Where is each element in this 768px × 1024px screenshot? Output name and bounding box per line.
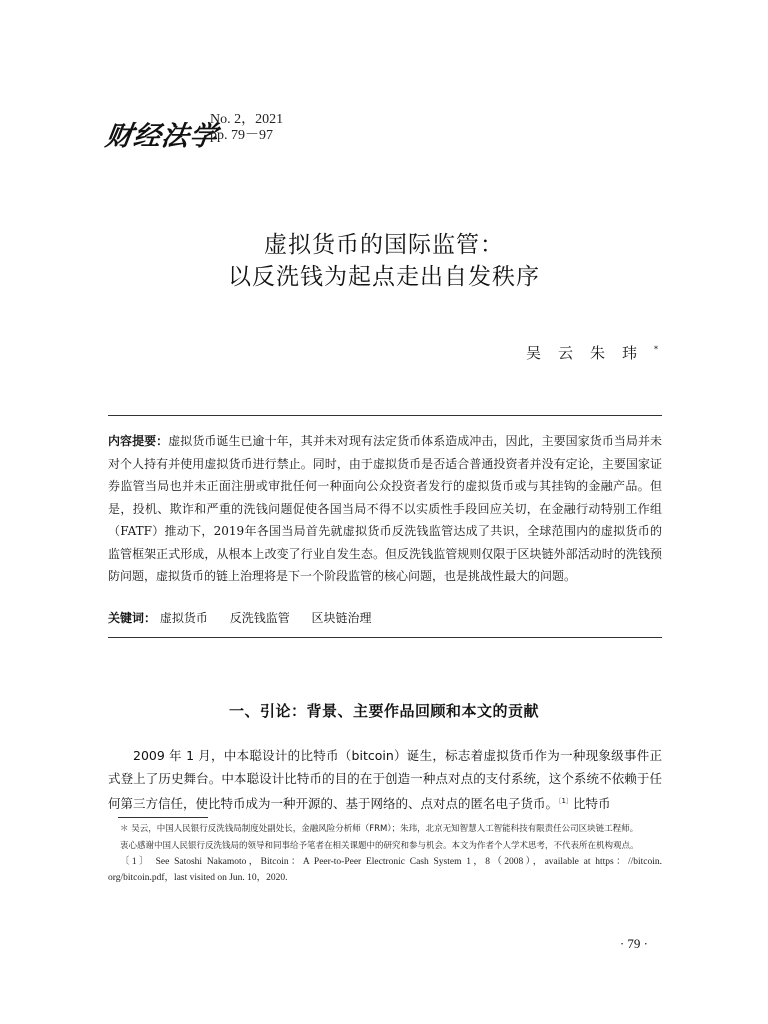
footnotes [108, 822, 662, 887]
journal-name: 财经法学 [103, 121, 220, 152]
footnote-author [108, 822, 662, 838]
abstract-bottom-rule [108, 637, 662, 638]
author-footnote-marker: * [654, 345, 658, 354]
citation-marker: 〔1〕 [558, 797, 573, 805]
article-title-line-1: 虚拟货币的国际监管： [264, 232, 504, 258]
body-paragraph [108, 744, 662, 815]
abstract-label: 内容提要： [108, 434, 169, 448]
footnote-mark: ＊ [120, 824, 129, 834]
body-text-tail: 比特币 [572, 796, 611, 812]
abstract [108, 430, 662, 588]
section-heading: 一、引论：背景、主要作品回顾和本文的贡献 [228, 702, 539, 720]
authors [526, 342, 658, 363]
footnote-rule [118, 817, 208, 818]
page-number: · 79 · [619, 936, 648, 951]
issue-info [210, 112, 283, 144]
issue-number: No. 2，2021 [210, 112, 284, 127]
keywords-label: 关键词： [108, 611, 157, 625]
footnote-mark: 〔1〕 [120, 857, 151, 867]
keywords [108, 609, 390, 626]
page-range: pp. 79－97 [210, 128, 273, 143]
footnote-acknowledgement: 衷心感谢中国人民银行反洗钱局的领导和同事给予笔者在相关课题中的研究和参与机会。本文为作者个人学术思考，不代表所在机构观点。 [120, 840, 639, 851]
keyword: 区块链治理 [311, 611, 372, 625]
footnote-text: 吴云，中国人民银行反洗钱局制度处副处长，金融风险分析师（FRM）；朱玮，北京无知智慧人工智能科技有限责任公司区块链工程师。 [131, 824, 639, 834]
footnote-text: See Satoshi Nakamoto，Bitcoin：A Peer-to-Peer Electronic Cash System 1，8（2008），available at https：//bitcoin. org/bitcoin.pdf，last visited on Jun. 10，2020. [108, 857, 662, 883]
keyword: 虚拟货币 [159, 611, 208, 625]
author-names: 吴云朱玮 [525, 344, 654, 362]
footnote-reference [108, 855, 662, 886]
keyword: 反洗钱监管 [229, 611, 290, 625]
body-text: 2009 年 1 月，中本聪设计的比特币（bitcoin）诞生，标志着虚拟货币作为一种现象级事件正式登上了历史舞台。中本聪设计比特币的目的在于创造一种点对点的支付系统，这个系统不依赖于任何第三方信任，使比特币成为一种开源的、基于网络的、点对点的匿名电子货币。 [108, 748, 662, 812]
abstract-text: 虚拟货币诞生已逾十年，其并未对现有法定货币体系造成冲击，因此，主要国家货币当局并未对个人持有并使用虚拟货币进行禁止。同时，由于虚拟货币是否适合普通投资者并没有定论，主要国家证券监管当局也并未正面注册或审批任何一种面向公众投资者发行的虚拟货币或与其挂钩的金融产品。但是，投机、欺诈和严重的洗钱问题促使各国当局不得不以实质性手段回应关切，在金融行动特别工作组（FATF）推动下，2019年各国当局首先就虚拟货币反洗钱监管达成了共识，全球范围内的虚拟货币的监管框架正式形成，从根本上改变了行业自发生态。但反洗钱监管规则仅限于区块链外部活动时的洗钱预防问题，虚拟货币的链上治理将是下一个阶段监管的核心问题，也是挑战性最大的问题。 [108, 434, 662, 583]
abstract-top-rule [108, 415, 662, 416]
article-title-line-2: 以反洗钱为起点走出自发秩序 [228, 264, 540, 290]
